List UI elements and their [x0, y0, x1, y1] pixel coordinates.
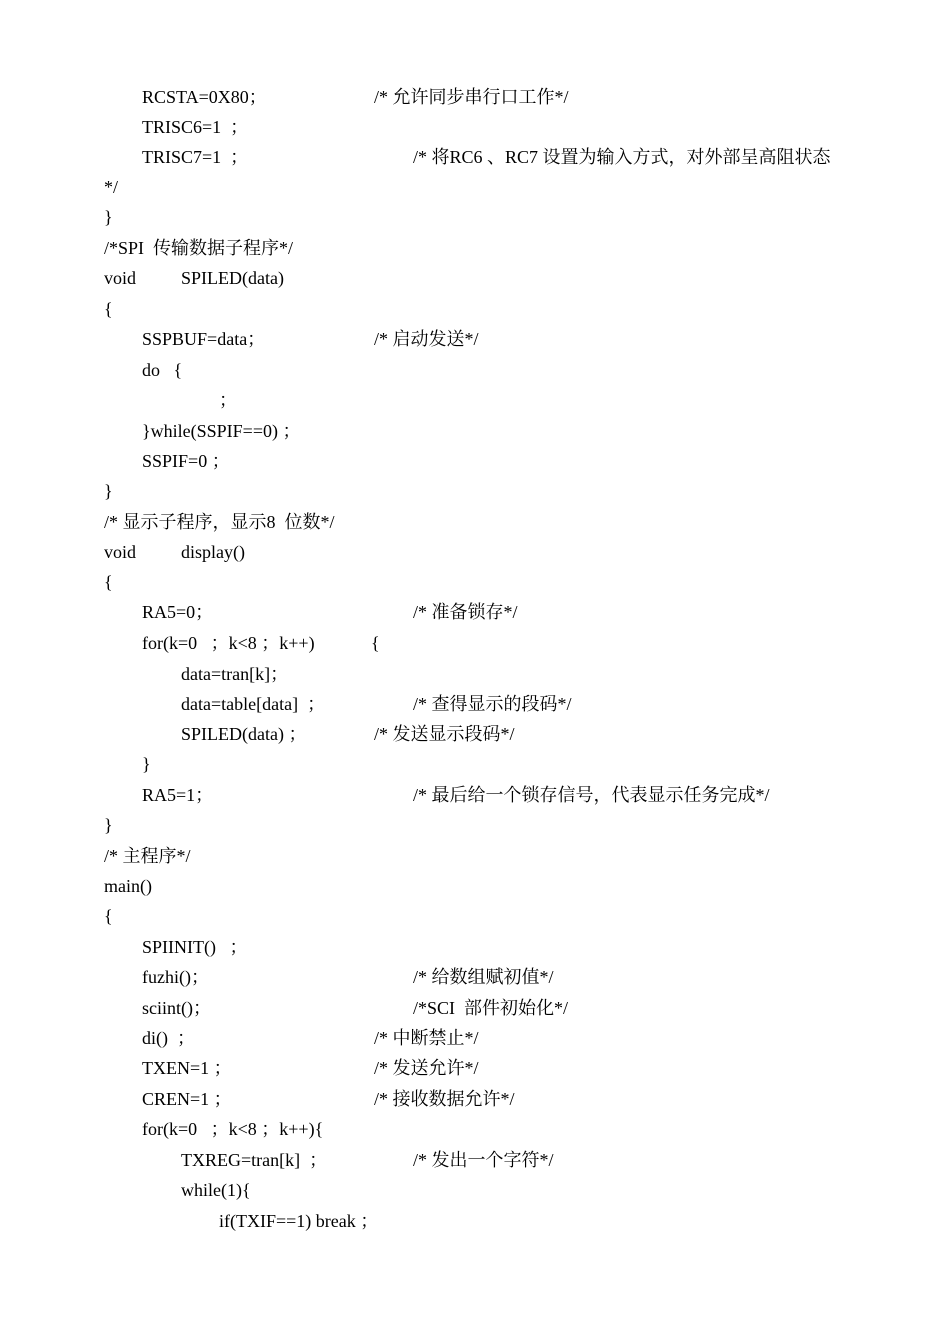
code-text: } — [142, 754, 151, 774]
code-text: ； — [219, 390, 237, 410]
code-comment: /* 允许同步串行口工作*/ — [374, 87, 569, 107]
code-line — [0, 263, 950, 293]
code-text: SPIINIT() ； — [142, 937, 248, 957]
code-line — [0, 932, 950, 962]
code-text: } — [104, 815, 113, 835]
code-line — [0, 628, 950, 658]
code-line — [0, 1053, 950, 1083]
code-text: RA5=1； — [142, 785, 214, 805]
code-line — [0, 142, 950, 172]
code-line — [0, 172, 950, 202]
code-text: SPILED(data) ； — [181, 724, 307, 744]
code-line — [0, 446, 950, 476]
code-line — [0, 416, 950, 446]
code-line — [0, 780, 950, 810]
code-text: fuzhi()； — [142, 967, 209, 987]
code-text: SSPIF=0 ； — [142, 451, 230, 471]
code-line — [0, 719, 950, 749]
code-text: data=tran[k]； — [181, 664, 289, 684]
code-line — [0, 1084, 950, 1114]
code-text: { — [104, 299, 113, 319]
code-comment: /* 接收数据允许*/ — [374, 1089, 515, 1109]
code-line — [0, 233, 950, 263]
code-text: sciint()； — [142, 998, 211, 1018]
code-comment: /* 准备锁存*/ — [413, 602, 518, 622]
code-text: if(TXIF==1) break ； — [219, 1211, 379, 1231]
code-line — [0, 82, 950, 112]
code-line — [0, 507, 950, 537]
code-comment: /* 发送显示段码*/ — [374, 724, 515, 744]
code-line — [0, 1023, 950, 1053]
code-comment: /* 启动发送*/ — [374, 329, 479, 349]
code-comment: /* 发出一个字符*/ — [413, 1150, 554, 1170]
code-comment: { — [371, 633, 380, 653]
code-line — [0, 537, 950, 567]
code-text: /* 显示子程序，显示8 位数*/ — [104, 512, 335, 532]
code-text: for(k=0 ；k<8 ；k++){ — [142, 1119, 324, 1139]
code-line — [0, 659, 950, 689]
code-line — [0, 962, 950, 992]
code-text: /* 主程序*/ — [104, 846, 191, 866]
code-text: di() ； — [142, 1028, 195, 1048]
code-text: void — [104, 542, 137, 562]
code-comment: /* 将RC6 、RC7 设置为输入方式，对外部呈高阻状态 — [413, 147, 831, 167]
code-text: TRISC6=1 ； — [142, 117, 249, 137]
code-line — [0, 355, 950, 385]
code-comment: /* 中断禁止*/ — [374, 1028, 479, 1048]
code-text: CREN=1 ； — [142, 1089, 232, 1109]
code-line — [0, 567, 950, 597]
code-comment: /* 查得显示的段码*/ — [413, 694, 572, 714]
code-comment: /* 给数组赋初值*/ — [413, 967, 554, 987]
code-line — [0, 689, 950, 719]
code-text: void — [104, 268, 137, 288]
code-line — [0, 749, 950, 779]
code-text: /*SPI 传输数据子程序*/ — [104, 238, 294, 258]
code-text: SSPBUF=data； — [142, 329, 266, 349]
code-text: } — [104, 481, 113, 501]
code-text: { — [104, 572, 113, 592]
code-comment: /*SCI 部件初始化*/ — [413, 998, 569, 1018]
code-line — [0, 993, 950, 1023]
code-line — [0, 202, 950, 232]
code-line — [0, 841, 950, 871]
code-text: TRISC7=1 ； — [142, 147, 249, 167]
code-text: { — [104, 906, 113, 926]
code-text: RCSTA=0X80； — [142, 87, 267, 107]
code-line — [0, 476, 950, 506]
code-line — [0, 294, 950, 324]
code-text: */ — [104, 177, 119, 197]
code-comment: display() — [181, 542, 245, 562]
code-line — [0, 871, 950, 901]
code-text: TXEN=1 ； — [142, 1058, 232, 1078]
code-line — [0, 112, 950, 142]
code-text: RA5=0； — [142, 602, 214, 622]
code-comment: /* 发送允许*/ — [374, 1058, 479, 1078]
code-line — [0, 597, 950, 627]
code-line — [0, 901, 950, 931]
code-comment: SPILED(data) — [181, 268, 284, 288]
code-text: for(k=0 ；k<8 ；k++) — [142, 633, 315, 653]
code-text: TXREG=tran[k] ； — [181, 1150, 328, 1170]
code-line — [0, 385, 950, 415]
code-line — [0, 1175, 950, 1205]
code-text: data=table[data] ； — [181, 694, 326, 714]
code-text: do { — [142, 360, 183, 380]
code-text: while(1){ — [181, 1180, 251, 1200]
code-line — [0, 324, 950, 354]
code-text: } — [104, 207, 113, 227]
code-line — [0, 1145, 950, 1175]
code-text: }while(SSPIF==0) ； — [142, 421, 301, 441]
code-line — [0, 1206, 950, 1236]
code-line — [0, 1114, 950, 1144]
code-comment: /* 最后给一个锁存信号，代表显示任务完成*/ — [413, 785, 770, 805]
code-text: main() — [104, 876, 152, 896]
code-line — [0, 810, 950, 840]
